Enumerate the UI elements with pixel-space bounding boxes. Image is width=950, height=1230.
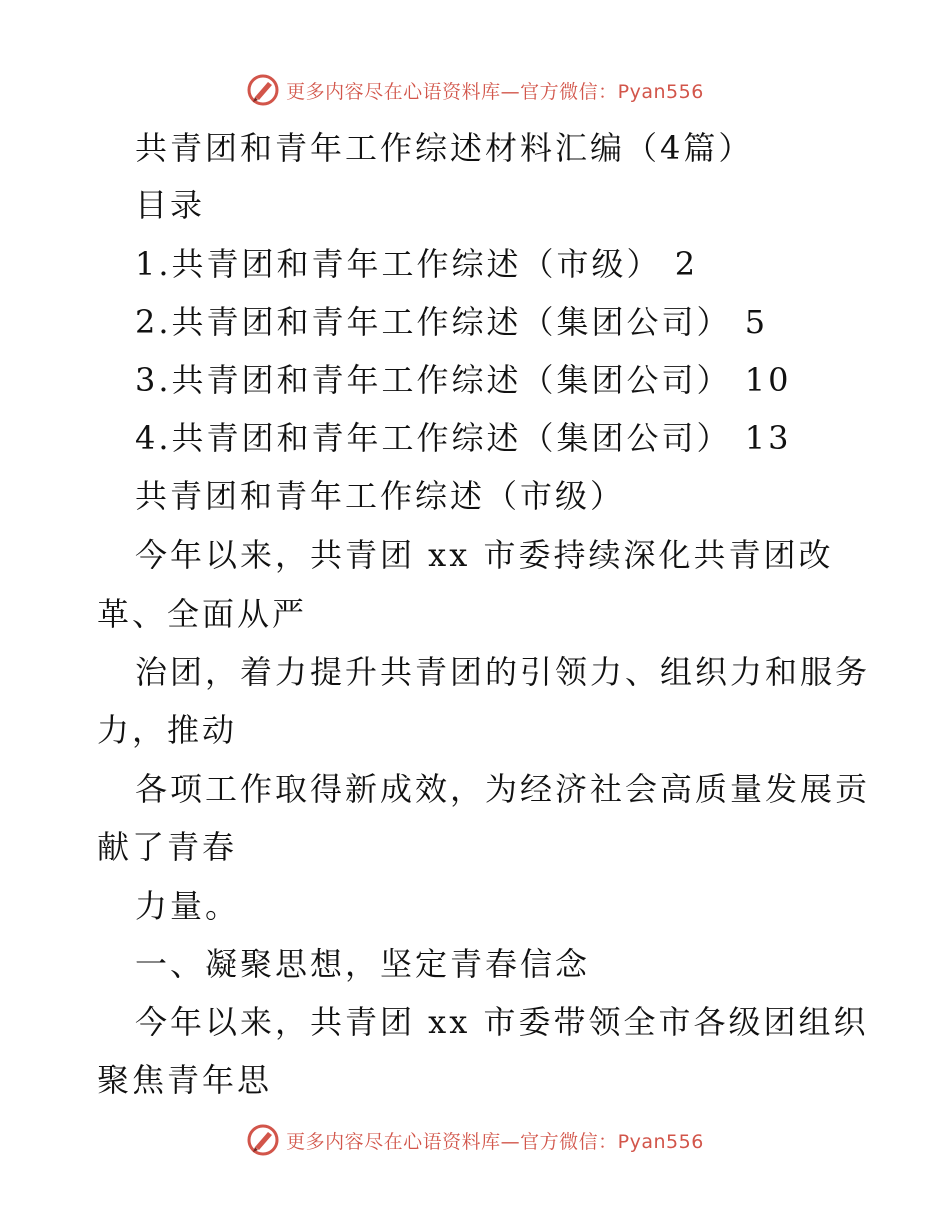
body-line: 献了青春	[97, 828, 238, 866]
article-title: 共青团和青年工作综述（市级）	[135, 477, 626, 515]
footer-watermark-banner	[0, 1120, 950, 1160]
pen-logo-icon	[246, 73, 280, 107]
section-heading: 一、凝聚思想，坚定青春信念	[135, 945, 591, 983]
header-watermark-banner	[0, 70, 950, 110]
body-line: 各项工作取得新成效，为经济社会高质量发展贡	[135, 770, 871, 808]
body-line: 治团，着力提升共青团的引领力、组织力和服务	[135, 653, 871, 691]
body-line: 力量。	[135, 887, 241, 925]
pen-logo-icon	[246, 1123, 280, 1157]
toc-item-3: 3.共青团和青年工作综述（集团公司） 10	[135, 361, 792, 399]
watermark-text: 更多内容尽在心语资料库—官方微信：Pyan556	[286, 80, 704, 103]
watermark-text: 更多内容尽在心语资料库—官方微信：Pyan556	[286, 1130, 704, 1153]
document-title: 共青团和青年工作综述材料汇编（4篇）	[135, 129, 754, 167]
body-line: 革、全面从严	[97, 595, 308, 633]
toc-item-1: 1.共青团和青年工作综述（市级） 2	[135, 245, 699, 283]
body-line: 力，推动	[97, 711, 238, 749]
toc-item-2: 2.共青团和青年工作综述（集团公司） 5	[135, 303, 769, 341]
body-line: 今年以来，共青团 xx 市委持续深化共青团改	[135, 536, 834, 574]
body-line: 今年以来，共青团 xx 市委带领全市各级团组织	[135, 1003, 869, 1041]
toc-item-4: 4.共青团和青年工作综述（集团公司） 13	[135, 419, 792, 457]
toc-heading: 目录	[135, 186, 206, 224]
body-line: 聚焦青年思	[97, 1061, 273, 1099]
